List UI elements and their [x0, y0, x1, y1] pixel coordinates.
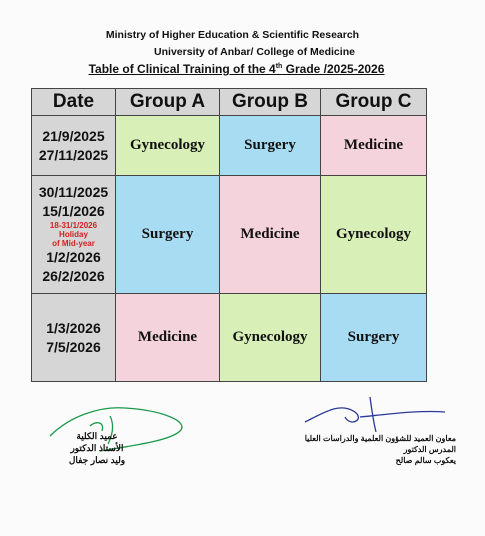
cell-group-a: Surgery	[116, 176, 220, 294]
holiday-note: 18-31/1/2026 Holiday of Mid-year	[49, 221, 98, 248]
university-line: University of Anbar/ College of Medicine	[154, 46, 355, 58]
ministry-line: Ministry of Higher Education & Scientific Research	[105, 29, 360, 41]
cell-group-b: Medicine	[220, 176, 321, 294]
cell-group-a: Gynecology	[116, 116, 220, 176]
cell-group-c: Surgery	[321, 294, 427, 382]
vice-dean-signature-block: معاون العميد للشؤون العلمية والدراسات العليا المدرس الدكتور يعكوب سالم صالح	[304, 434, 456, 465]
schedule-table	[31, 88, 427, 382]
cell-group-b: Surgery	[220, 116, 321, 176]
header-group-c: Group C	[321, 89, 427, 116]
cell-group-c: Gynecology	[321, 176, 427, 294]
cell-group-c: Medicine	[321, 116, 427, 176]
dean-signature-block: عميد الكلية الأستاذ الدكتور وليد نصار جفال	[68, 431, 126, 465]
table-row	[32, 116, 427, 176]
date-cell: 30/11/2025 15/1/2026 18-31/1/2026 Holiday of Mid-year 1/2/2026 26/2/2026	[32, 176, 116, 294]
cell-group-b: Gynecology	[220, 294, 321, 382]
table-row	[32, 294, 427, 382]
table-row	[32, 176, 427, 294]
date-cell: 1/3/2026 7/5/2026	[32, 294, 116, 382]
table-header-row	[32, 89, 427, 116]
header-group-b: Group B	[220, 89, 321, 116]
cell-group-a: Medicine	[116, 294, 220, 382]
document-title: Table of Clinical Training of the 4th Grade /2025-2026	[88, 62, 385, 76]
header-date: Date	[32, 89, 116, 116]
header-group-a: Group A	[116, 89, 220, 116]
date-cell: 21/9/2025 27/11/2025	[32, 116, 116, 176]
